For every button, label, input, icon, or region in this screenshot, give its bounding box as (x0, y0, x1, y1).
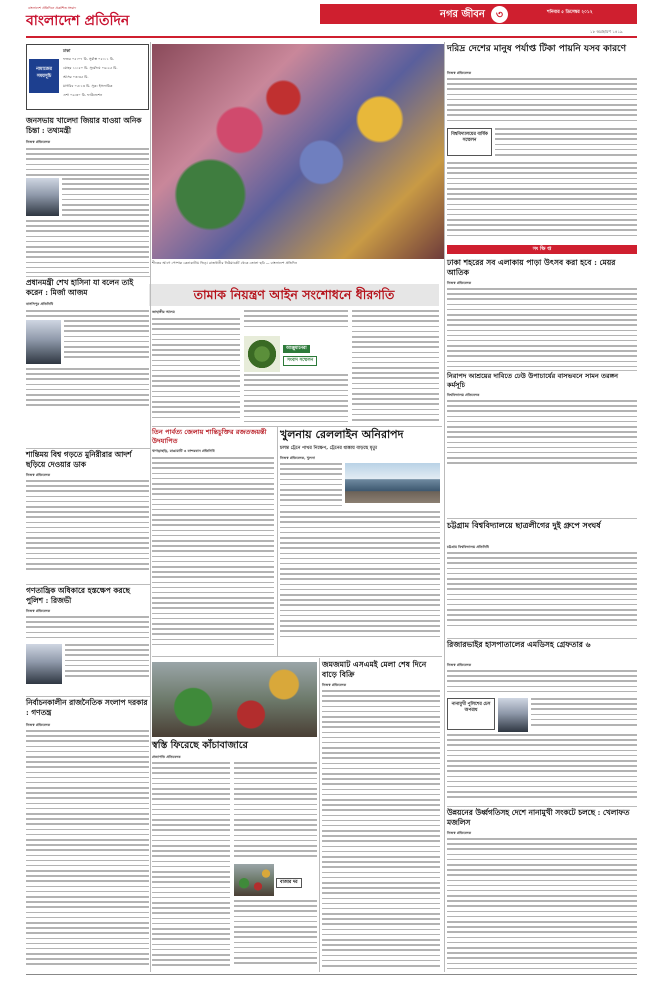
briefs-bar: সং ক্ষি প্ত (447, 245, 637, 254)
hill-districts-body (152, 457, 274, 653)
safe-shelter-body (447, 400, 637, 470)
dhaka-byline: নিজস্ব প্রতিবেদক (447, 281, 472, 285)
khelafat-byline: নিজস্ব প্রতিবেদক (447, 831, 472, 835)
peace-byline: নিজস্ব প্রতিবেদক (26, 473, 51, 477)
khelafat-body (447, 838, 637, 972)
top-right-body-3 (447, 162, 637, 242)
safe-shelter-byline: বিশ্ববিদ্যালয় প্রতিবেদক (447, 393, 480, 397)
pm-body (26, 310, 149, 320)
khulna-byline: নিজস্ব প্রতিবেদক, খুলনা (280, 456, 315, 460)
row-rule (26, 696, 150, 697)
tobacco-leaf-photo (244, 336, 280, 372)
hospital-arrest-body-2 (531, 698, 637, 732)
khelafat-headline: উন্নয়নের উর্ধ্বগতিসহ দেশে নানামুখী সংকটে চলছে : খেলাফত মজলিস (447, 808, 630, 827)
row-rule (447, 638, 637, 639)
column-rule (150, 42, 151, 972)
row-rule (26, 584, 150, 585)
police-label-box: নানামুখী পুলিশের চেস অপরাধ (447, 698, 495, 730)
election-dialogue-body (26, 730, 149, 972)
prayer-times-box (26, 44, 149, 110)
top-right-body (447, 78, 637, 126)
hospital-arrest-body (447, 670, 637, 696)
election-dialogue-headline: নির্বাচনকালীন রাজনৈতিক সংলাপ দরকার : গণতন্ত্র (26, 698, 148, 717)
bazar-rates-photo (234, 864, 274, 896)
khulna-body-2 (280, 511, 440, 641)
kacha-bazar-body (152, 762, 230, 972)
hospital-arrest-headline: রিজারভাইর হাসপাতালের এমডিসহ গ্রেফতার ৬ (447, 640, 591, 649)
khulna-headline: খুলনায় রেললাইন অনিরাপদ (280, 428, 404, 441)
hill-districts-byline: খাগড়াছড়ি, রাঙামাটি ও বান্দরবান প্রতিনিধি (152, 449, 215, 453)
khulna-body (280, 463, 342, 511)
train-photo (345, 463, 440, 503)
accused-portrait (498, 698, 528, 732)
row-rule (447, 370, 637, 371)
pm-portrait (26, 320, 61, 364)
ctg-body (447, 552, 637, 632)
tobacco-headline: তামাক নিয়ন্ত্রণ আইন সংশোধনে ধীরগতি (193, 287, 395, 302)
sme-fair-body (322, 690, 440, 972)
police-headline: গণতান্ত্রিক অধিকারে হস্তক্ষেপ করছে পুলিশ : রিজভী (26, 586, 130, 605)
sme-fair-headline: জমজমাট এসএমই মেলা শেষ দিনে বাড়ে বিক্রি (322, 660, 427, 679)
top-right-body-2 (495, 128, 637, 162)
left-story-body (26, 148, 149, 178)
bottom-rule (26, 974, 637, 975)
bazar-rates-label: বাজার দর (276, 878, 302, 888)
prayer-row: মাগরিব ০৫:১৩ মি. সূত্র: ইসলামিক (63, 84, 113, 88)
hospital-arrest-body-3 (447, 734, 637, 806)
press-conference-label: সংবাদ সম্মেলন (283, 356, 317, 366)
ctg-headline: চট্টগ্রাম বিশ্ববিদ্যালয়ে ছাত্রলীগের দুই গ্রুপে সংঘর্ষ (447, 520, 601, 530)
pm-body-3 (26, 368, 149, 408)
top-right-headline: দরিদ্র দেশের মানুষ পর্যাপ্ত টিকা পায়নি যসব কারণে (447, 44, 627, 54)
khulna-subhead: চলন্ত ট্রেনে পাথর নিক্ষেপ, ট্রেনের ধাক্কায় বাড়ছে মৃত্যু (280, 446, 378, 451)
pm-byline: বাসসিপুর প্রতিনিধি (26, 302, 54, 306)
tobacco-body-col4 (352, 310, 439, 424)
tobacco-byline: জাহাঙ্গীর আলম (152, 310, 175, 314)
dhaka-body (447, 288, 637, 370)
bengali-date: ১৮ অগ্রহায়ণ ১৪১৯ (590, 29, 623, 34)
column-rule (319, 658, 320, 972)
market-photo (152, 44, 444, 259)
left-headline: জনসভায় খালেদা জিয়ার যাওয়া অনিক চিন্তা : তথ্যমন্ত্রী (26, 116, 142, 135)
police-body (26, 616, 149, 642)
peace-headline: শান্তিময় বিশ্ব গড়তে মুনিরীরার আদর্শ ছড়িয়ে দেওয়ার ডাক (26, 450, 132, 469)
police-body-2 (65, 644, 149, 684)
tobacco-body-col1 (152, 318, 240, 424)
column-rule (277, 426, 278, 656)
masthead-rule (26, 36, 637, 38)
dhaka-headline: ঢাকা শহরের সব এলাকায় পাড়া উৎসব করা হবে : মেয়র আতিক (447, 258, 616, 277)
left-story-body-3 (26, 220, 149, 276)
left-story-body-2 (62, 178, 149, 218)
prayer-city: ঢাকা (63, 48, 71, 53)
row-rule (152, 656, 442, 657)
section-title: নগর জীবন (440, 9, 485, 20)
row-rule (26, 448, 150, 449)
logo-tagline: বাংলাদেশ প্রতিদিনে প্রকাশিত সংবাদ (28, 6, 77, 10)
prayer-times-label: নামাজের সময়সূচি (29, 59, 59, 93)
top-right-byline: নিজস্ব প্রতিবেদক (447, 71, 472, 75)
row-rule (447, 806, 637, 807)
vegetable-market-photo (152, 662, 317, 737)
election-dialogue-byline: নিজস্ব প্রতিবেদক (26, 723, 51, 727)
prayer-row: এশা ০৬:৩০ মি. ফাউন্ডেশন (63, 93, 103, 97)
sme-fair-byline: নিজস্ব প্রতিবেদক (322, 683, 347, 687)
row-rule (26, 276, 150, 277)
row-rule (152, 426, 442, 427)
hospital-arrest-byline: নিজস্ব প্রতিবেদক (447, 663, 472, 667)
kacha-bazar-body-2 (234, 762, 317, 862)
kacha-bazar-headline: স্বস্তি ফিরেছে কাঁচাবাজারে (152, 740, 248, 751)
kacha-bazar-byline: প্রজাপতি প্রতিবেদক (152, 755, 181, 759)
safe-shelter-headline: নিরাপদ আশ্রয়ের দাবিতে ঢেউ উপাচার্যের বাসভবনে সামন তরঙ্গন কর্মসূচি (447, 372, 619, 389)
row-rule (447, 518, 637, 519)
page-number-badge: ৩ (491, 6, 508, 23)
university-conference-label: বিশ্ববিদ্যালয়ের বার্ষিক সম্মেলন (447, 128, 492, 156)
peace-body (26, 480, 149, 572)
rizvi-portrait (26, 644, 62, 684)
bazar-rates-body (234, 900, 317, 972)
anjuman-label: আঞ্জুমানেরা (283, 345, 310, 353)
prayer-row: ফজর ০৫:০৭ মি. সূর্যাস্ত ০৫:১১ মি. (63, 57, 115, 61)
tobacco-body-col3 (244, 374, 348, 424)
masthead (0, 0, 650, 40)
column-rule (444, 42, 445, 972)
pm-body-2 (64, 320, 149, 366)
prayer-row: আসর ০৩:৩৫ মি. (63, 75, 89, 79)
minister-portrait (26, 178, 59, 216)
tobacco-body-col2 (244, 310, 348, 334)
police-byline: নিজস্ব প্রতিবেদক (26, 609, 51, 613)
ctg-byline: চট্টগ্রাম বিশ্ববিদ্যালয় প্রতিনিধি (447, 545, 489, 549)
newspaper-logo: বাংলাদেশ প্রতিদিন (26, 13, 130, 29)
hill-districts-headline: তিন পার্বত্য জেলায় শান্তিচুক্তির রজতজয়ন্তী উদযাপিত (152, 428, 267, 445)
date: শনিবার ৫ ডিসেম্বর ২০১২ (547, 10, 593, 15)
market-photo-caption: শীতের আগে পোশাক কেনাকাটায় ভিড়। রাজধানীর নিউমার্কেট থেকে তোলা ছবি — বাংলাদেশ প্রতিদিন (152, 261, 298, 265)
pm-headline: প্রধানমন্ত্রী শেখ হাসিনা যা বলেন তাই করেন : মির্জা আজম (26, 278, 134, 297)
left-byline: নিজস্ব প্রতিবেদক (26, 140, 51, 144)
prayer-row: যোহর ১১:৫০ মি. সূর্যোদয় ০৬:২৫ মি. (63, 66, 118, 70)
